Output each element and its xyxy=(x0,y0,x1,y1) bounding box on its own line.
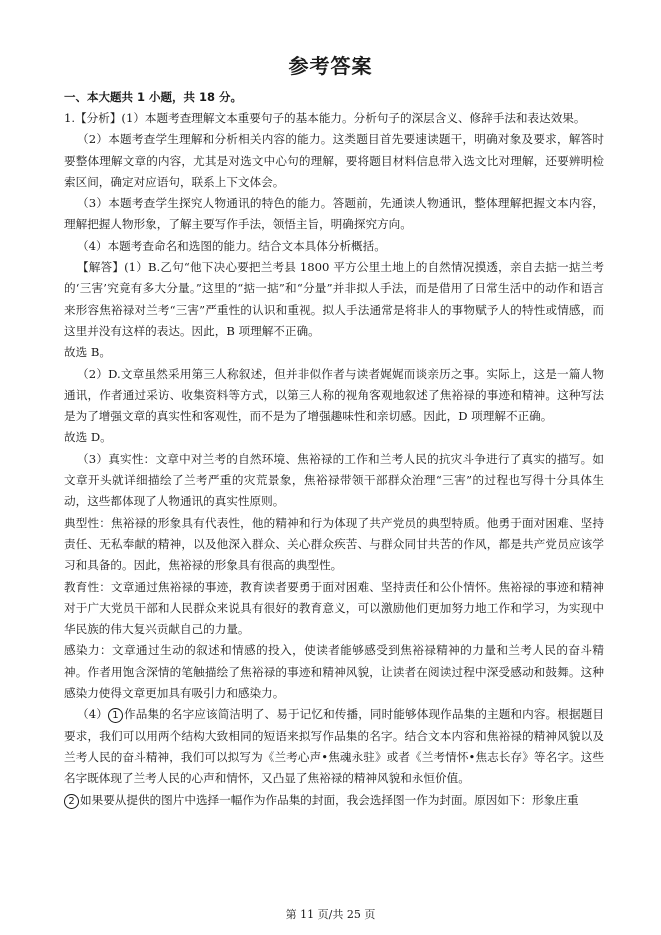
answer-4-part-1-text: 作品集的名字应该简洁明了、易于记忆和传播，同时能够体现作品集的主题和内容。根据题目要求，我们可以用两个结构大致相同的短语来拟写作品集的名字。结合文本内容和焦裕禄的精神风貌以及兰考人民的奋斗精神，我们可以拟写为《兰考心声•焦魂永驻》或者《兰考情怀•焦志长存》等名字。这些名字既体现了兰考人民的心声和情怀，又凸显了焦裕禄的精神风貌和永恒价值。 xyxy=(64,707,604,786)
page-title: 参考答案 xyxy=(288,54,373,78)
page-footer: 第 11 页/共 25 页 xyxy=(285,908,376,921)
answer-paragraph-1: 【解答】(1）B.乙句“他下决心要把兰考县 1800 平方公里土地上的自然情况摸透，亲自去掂一掂兰考的‘三害’究竟有多大分量。”这里的“掂一掂”和“分量”并非拟人手法，而是借用了日常生活中的动作和语言来形容焦裕禄对兰考“三害”严重性的认识和重视。拟人手法通常是将非人的事物赋予人的特性或情感，而这里并没有这样的表达。因此，B 项理解不正确。 xyxy=(64,260,604,338)
answer-3-appeal: 感染力：文章通过生动的叙述和情感的投入，使读者能够感受到焦裕禄精神的力量和兰考人民的奋斗精神。作者用饱含深情的笔触描绘了焦裕禄的事迹和精神风貌，让读者在阅读过程中深受感动和鼓舞。这种感染力使得文章更加具有吸引力和感染力。 xyxy=(64,643,604,701)
answer-1-result: 故选 B。 xyxy=(64,345,111,360)
analysis-paragraph-2: （2）本题考查学生理解和分析相关内容的能力。这类题目首先要速读题干，明确对象及要求，解答时要整体理解文章的内容，尤其是对选文中心句的理解，要将题目材料信息带入选文比对理解，还要辨明检索区间，确定对应语句，联系上下文体会。 xyxy=(64,132,604,189)
analysis-paragraph-3: （3）本题考查学生探究人物通讯的特色的能力。答题前，先通读人物通讯，整体理解把握文本内容，理解把握人物形象，了解主要写作手法，领悟主旨，明确探究方向。 xyxy=(64,196,604,232)
circled-number-1: 1 xyxy=(108,708,123,723)
answer-4-part-1 xyxy=(64,704,604,789)
analysis-paragraph-4: （4）本题考查命名和选图的能力。结合文本具体分析概括。 xyxy=(77,238,386,253)
answer-4-part-2-text: 如果要从提供的图片中选择一幅作为作品集的封面，我会选择图一作为封面。原因如下：形象庄重 xyxy=(80,792,579,807)
answer-3-education: 教育性：文章通过焦裕禄的事迹，教育读者要勇于面对困难、坚持责任和公仆情怀。焦裕禄的事迹和精神对于广大党员干部和人民群众来说具有很好的教育意义，可以激励他们更加努力地工作和学习，为实现中华民族的伟大复兴贡献自己的力量。 xyxy=(64,579,604,637)
answer-3-truth: （3）真实性：文章中对兰考的自然环境、焦裕禄的工作和兰考人民的抗灾斗争进行了真实的描写。如文章开头就详细描绘了兰考严重的灾荒景象，焦裕禄带领干部群众治理“三害”的过程也写得十分具体生动，这些都体现了人物通讯的真实性原则。 xyxy=(64,451,604,509)
circled-number-2: 2 xyxy=(64,794,79,809)
answer-2-result: 故选 D。 xyxy=(64,430,112,445)
answer-paragraph-2: （2）D.文章虽然采用第三人称叙述，但并非似作者与读者娓娓而谈亲历之事。实际上，这是一篇人物通讯，作者通过采访、收集资料等方式，以第三人称的视角客观地叙述了焦裕禄的事迹和精神。这种写法是为了增强文章的真实性和客观性，而不是为了增强趣味性和亲切感。因此，D 项理解不正确。 xyxy=(64,366,604,424)
answer-4-part-2 xyxy=(64,790,604,811)
answer-body xyxy=(64,108,604,811)
analysis-lead: 1.【分析】(1）本题考查理解文本重要句子的基本能力。分析句子的深层含义、修辞手法和表达效果。 xyxy=(64,111,586,125)
answer-4-prefix: （4） xyxy=(77,707,108,722)
answer-3-typical: 典型性：焦裕禄的形象具有代表性，他的精神和行为体现了共产党员的典型特质。他勇于面对困难、坚持责任、无私奉献的精神，以及他深入群众、关心群众疾苦、与群众同甘共苦的作风，都是共产党员应该学习和具备的。因此，焦裕禄的形象具有很高的典型性。 xyxy=(64,515,604,573)
section-heading: 一、本大题共 1 小题，共 18 分。 xyxy=(64,90,243,104)
